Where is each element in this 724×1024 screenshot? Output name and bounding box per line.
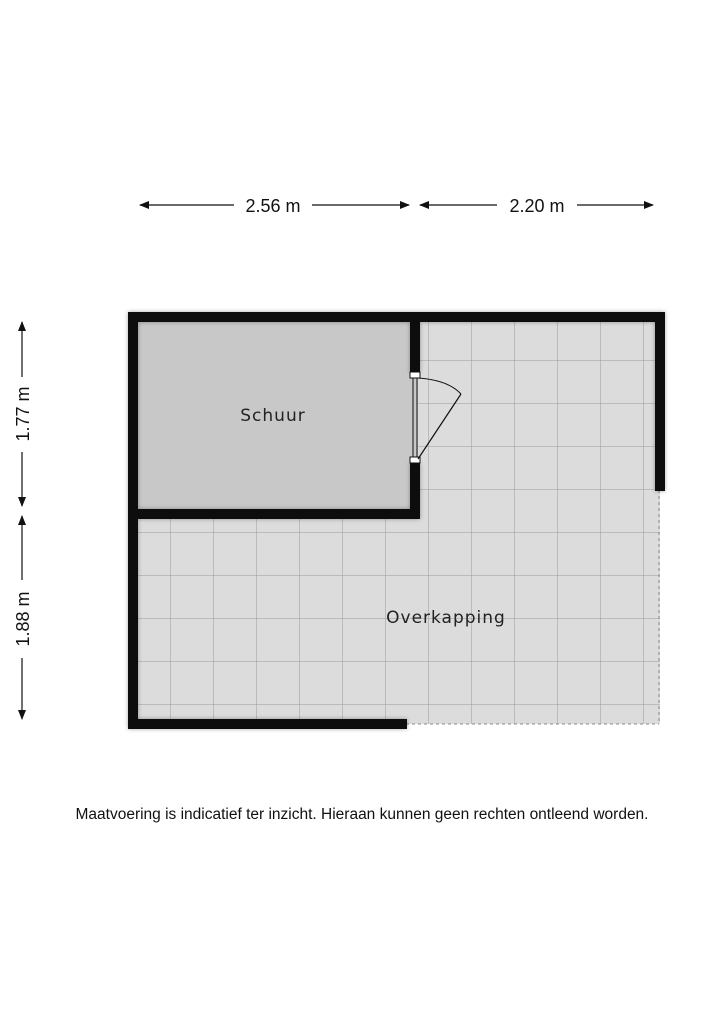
room-label-schuur: Schuur <box>240 406 306 426</box>
wall-top <box>128 312 665 322</box>
dimension-label-left-top: 1.77 m <box>13 386 33 442</box>
wall-bottom <box>128 719 407 729</box>
wall-schuur-right-upper <box>410 312 420 372</box>
dimension-label-top-right: 2.20 m <box>509 196 565 216</box>
dimension-left-top <box>13 322 33 506</box>
wall-right <box>655 312 665 491</box>
dimension-top-right <box>420 196 653 216</box>
dimension-top-left <box>140 196 409 216</box>
wall-schuur-bottom <box>128 509 420 519</box>
dimension-label-left-bottom: 1.88 m <box>13 591 33 647</box>
dimension-left-bottom <box>13 516 33 719</box>
wall-schuur-right-lower <box>410 463 420 519</box>
wall-left <box>128 312 138 729</box>
disclaimer-text: Maatvoering is indicatief ter inzicht. Hieraan kunnen geen rechten ontleend worden. <box>75 806 649 823</box>
room-label-overkapping: Overkapping <box>386 608 506 628</box>
dimension-label-top-left: 2.56 m <box>245 196 301 216</box>
